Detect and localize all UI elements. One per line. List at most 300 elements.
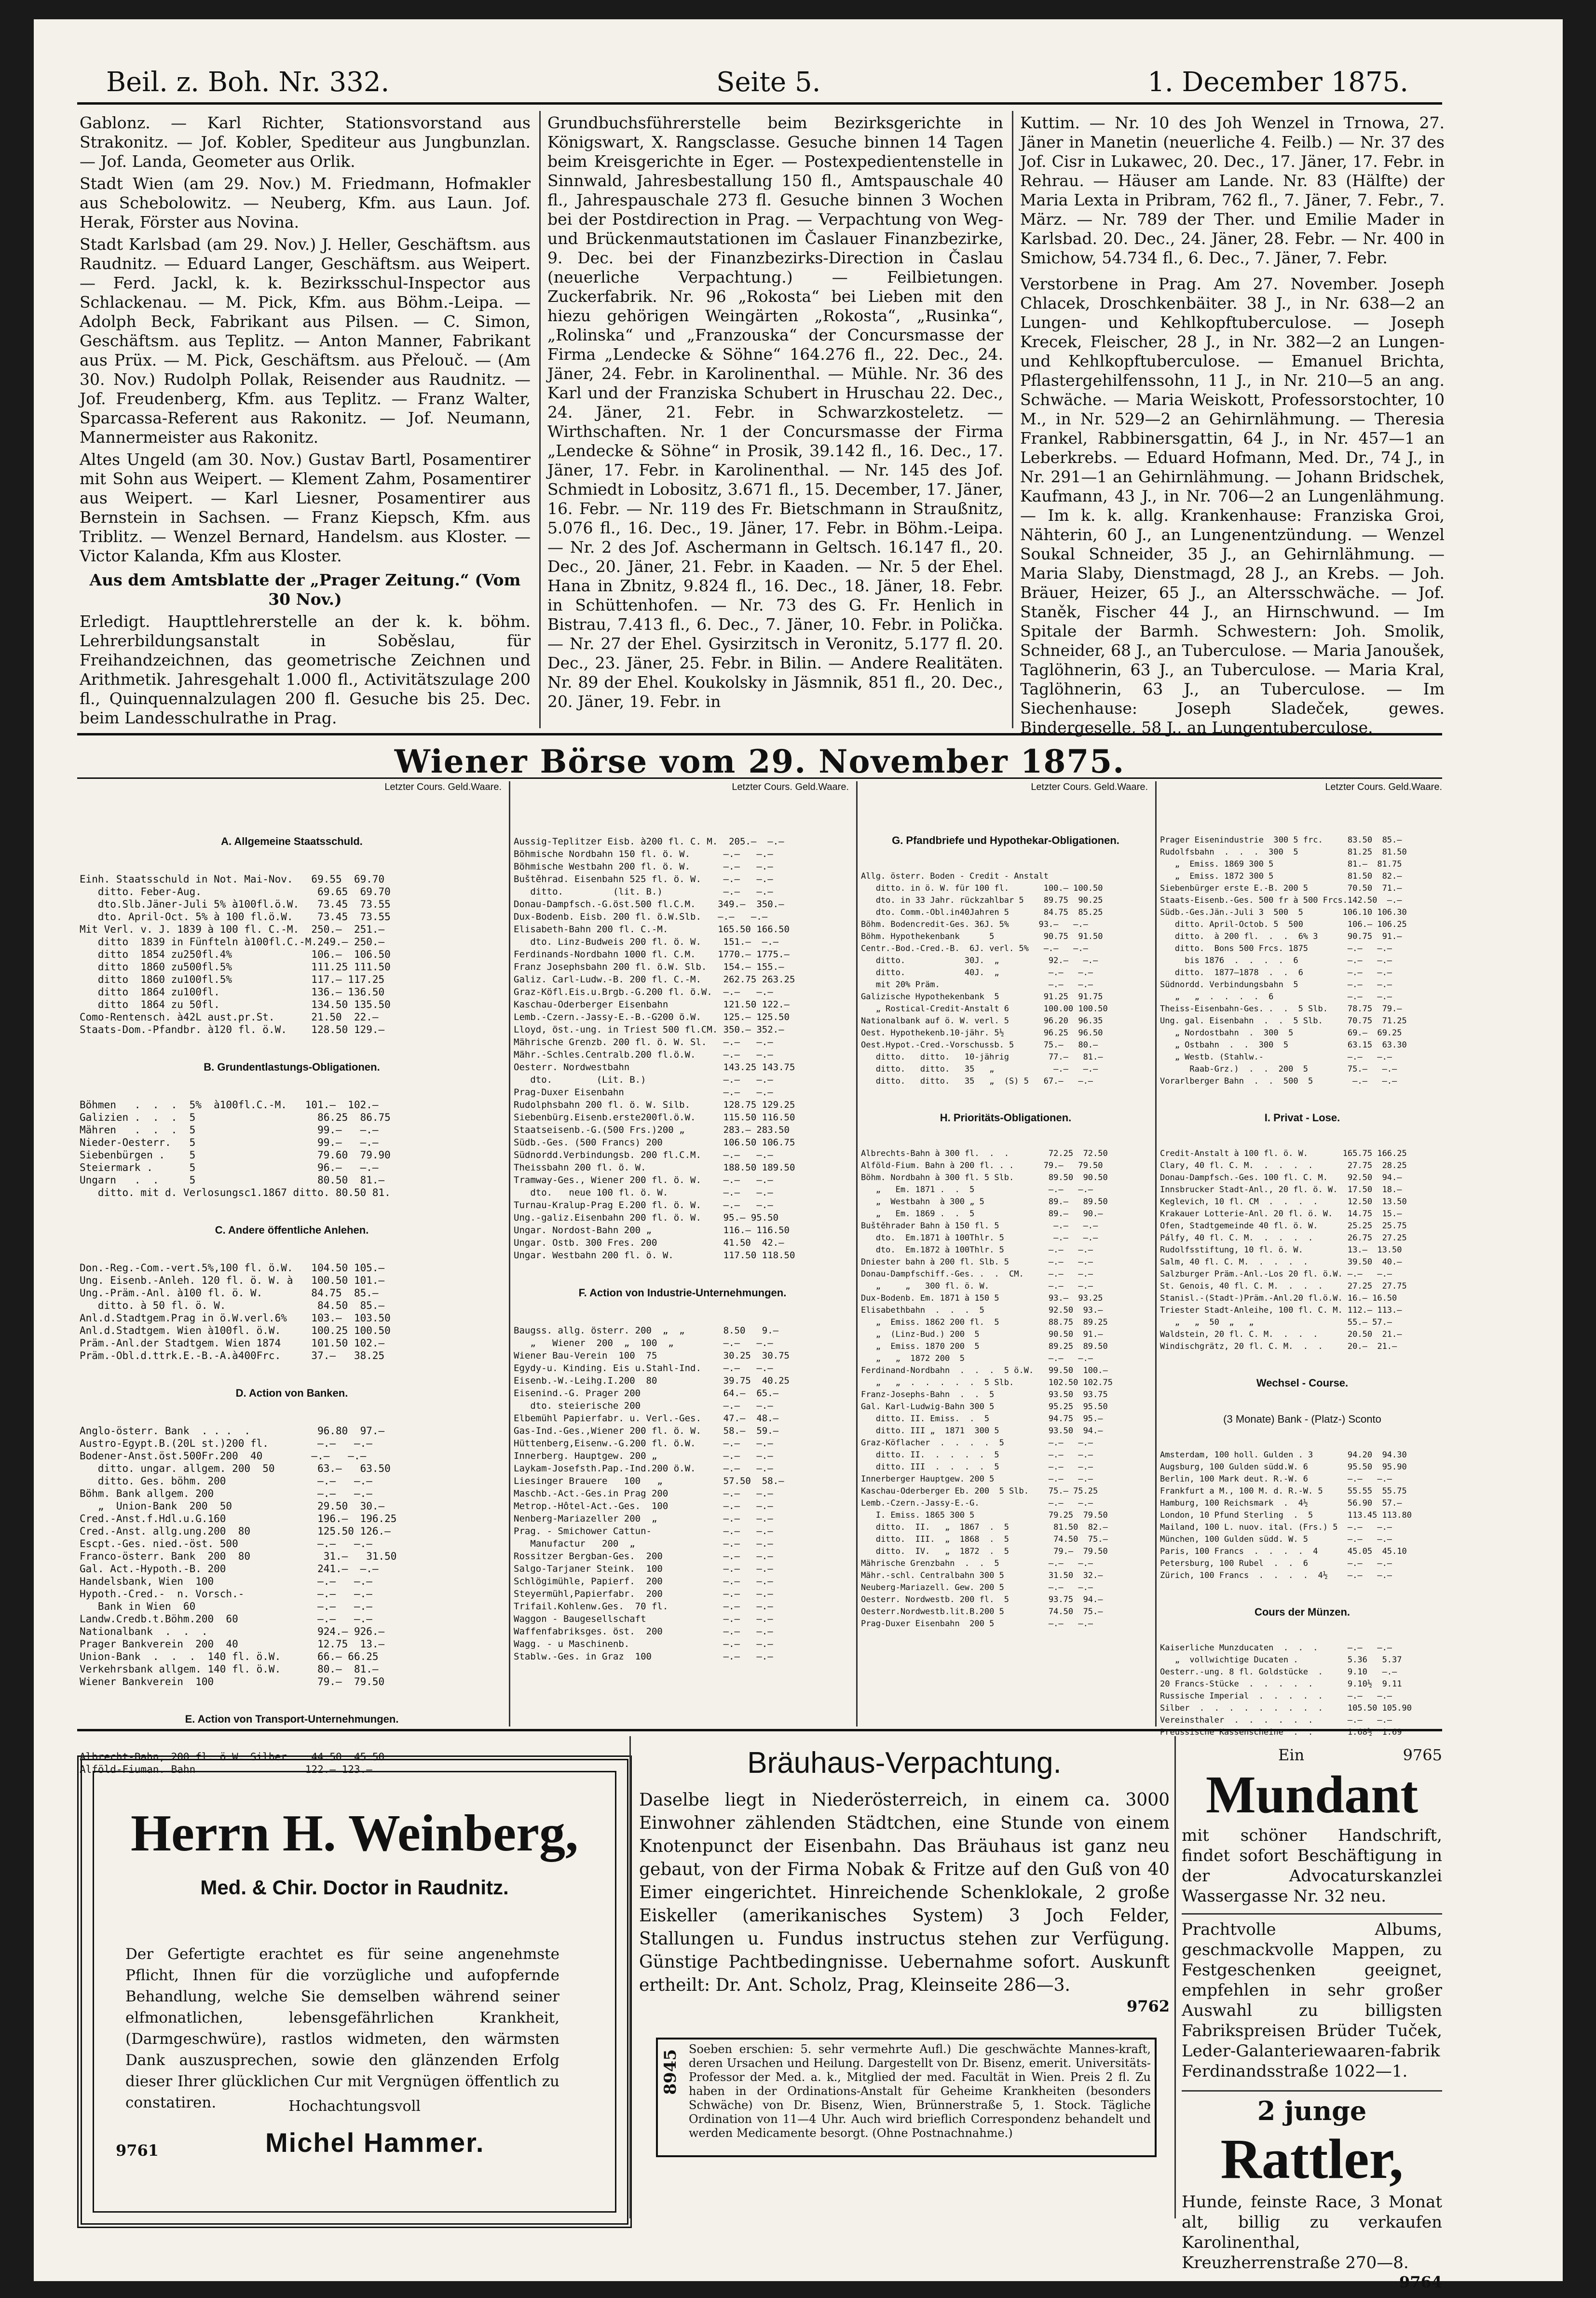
newspaper-page — [34, 19, 1563, 2291]
column-1 — [80, 113, 531, 726]
boerse-row: Südnordd.Verbindungsb. 200 fl.C.M. —.— —.— — [514, 1150, 773, 1160]
boerse-row: Eisenb.-W.-Leihg.I.200 80 39.75 40.25 — [514, 1375, 790, 1386]
boerse-row: Hypoth.-Cred.- n. Vorsch.- —.— —.— — [80, 1588, 372, 1600]
boerse-row: „ Wiener 200 „ 100 „ —.— —.— — [514, 1338, 773, 1348]
boerse-row: Austro-Egypt.B.(20L st.)200 fl. —.— —.— — [80, 1438, 372, 1449]
boerse-row: Union-Bank . . . 140 fl. ö.W. 66.— 66.25 — [80, 1651, 379, 1662]
boerse-section: F. Action von Industrie-Unternehmungen. — [578, 1287, 787, 1299]
boerse-row: „ „ 1872 200 5 —.— —.— — [861, 1354, 1093, 1363]
boerse-row: Don.-Reg.-Com.-vert.5%,100 fl. ö.W. 104.50 105.— — [80, 1262, 385, 1274]
boerse-row: Franz Josephsbahn 200 fl. ö.W. Slb. 154.— 155.— — [514, 962, 784, 972]
boerse-rows — [861, 870, 1150, 1088]
boerse-row: Böhmische Westbahn 200 fl. ö. W. —.— —.— — [514, 861, 773, 872]
boerse-row: mit 20% Präm. —.— —.— — [861, 980, 1093, 990]
boerse-row: Stanisl.-(Stadt-)Präm.-Anl.20 fl.ö.W. 16.— 16.50 — [1160, 1293, 1397, 1303]
boerse-row: Cred.-Anst.f.Hdl.u.G.160 196.— 196.25 — [80, 1513, 397, 1524]
ad-weinberg-subtitle: Med. & Chir. Doctor in Raudnitz. — [200, 1876, 509, 1899]
boerse-row: Preussische Kassenscheine . . 1.68½ 1.69 — [1160, 1727, 1402, 1737]
boerse-row: dto. in 33 Jahr. rückzahlbar 5 89.75 90.25 — [861, 896, 1103, 905]
boerse-row: Staats-Dom.-Pfandbr. à120 fl. ö.W. 128.50 129.— — [80, 1024, 385, 1035]
boerse-rows — [80, 873, 504, 1036]
boerse-row: Como-Rentensch. à42L aust.pr.St. 21.50 22.— — [80, 1011, 379, 1023]
boerse-row: Nationalbank auf ö. W. verl. 5 96.20 96.35 — [861, 1016, 1103, 1026]
boerse-row: Cred.-Anst. allg.ung.200 80 125.50 126.— — [80, 1525, 391, 1537]
boerse-row: Centr.-Bod.-Cred.-B. 6J. verl. 5% —.— —.— — [861, 944, 1088, 953]
boerse-row: Ferdinands-Nordbahn 1000 fl. C.M. 1770.— 1775.— — [514, 949, 790, 960]
column-divider — [539, 111, 541, 728]
boerse-row: ditto. IV. „ 1872 . 5 79.— 79.50 — [861, 1547, 1108, 1556]
boerse-row: Windischgrätz, 20 fl. C. M. . . 20.— 21.— — [1160, 1342, 1397, 1351]
boerse-row: Ung. Eisenb.-Anleh. 120 fl. ö. W. à 100.50 101.— — [80, 1275, 385, 1286]
boerse-row: Augsburg, 100 Gulden südd.W. 6 95.50 95.90 — [1160, 1462, 1407, 1472]
boerse-row: Bank in Wien 60 —.— —.— — [80, 1601, 372, 1612]
boerse-row: ditto 1860 zu500fl.5% 111.25 111.50 — [80, 961, 391, 973]
boerse-rows — [1160, 1148, 1445, 1353]
column-divider — [1174, 1736, 1176, 2218]
boerse-row: Mährische Grenzbahn . . 5 —.— —.— — [861, 1559, 1093, 1568]
boerse-row: „ Emiss. 1870 200 5 89.25 89.50 — [861, 1342, 1108, 1351]
section-rule — [77, 733, 1442, 735]
ad-number: 9761 — [116, 2141, 159, 2160]
boerse-section: G. Pfandbriefe und Hypothekar-Obligationen. — [892, 834, 1119, 846]
boerse-row: Wiener Bankverein 100 79.— 79.50 — [80, 1676, 385, 1687]
boerse-row: ditto. (lit. B.) —.— —.— — [514, 886, 773, 897]
boerse-row: Oesterr. Nordwestb. 200 fl. 5 93.75 94.— — [861, 1595, 1103, 1605]
boerse-row: Steyermühl,Papierfabr. 200 —.— —.— — [514, 1589, 773, 1599]
boerse-row: ditto. 30J. „ 92.— —.— — [861, 956, 1098, 965]
boerse-row: Krakauer Lotterie-Anl. 20 fl. ö. W. 14.75 15.— — [1160, 1209, 1402, 1219]
boerse-row: Waggon - Baugesellschaft —.— —.— — [514, 1614, 773, 1624]
boerse-row: „ „ . . . . 6 —.— —.— — [1160, 992, 1392, 1002]
boerse-row: Innerberger Hauptgew. 200 5 —.— —.— — [861, 1474, 1093, 1484]
boerse-row: Metrop.-Hôtel-Act.-Ges. 100 —.— —.— — [514, 1501, 773, 1511]
boerse-row: ditto 1854 zu250fl.4% 106.— 106.50 — [80, 949, 391, 960]
boerse-row: Hüttenberg,Eisenw.-G.200 fl. ö.W. —.— —.— — [514, 1438, 773, 1449]
boerse-row: Gal. Karl-Ludwig-Bahn 300 5 95.25 95.50 — [861, 1402, 1108, 1412]
boerse-row: Lemb.-Czern.-Jassy-E.-G. —.— —.— — [861, 1498, 1093, 1508]
boerse-section: A. Allgemeine Staatsschuld. — [221, 835, 363, 847]
boerse-rows — [1160, 834, 1445, 1088]
boerse-rows — [514, 835, 851, 1262]
boerse-row: Nenberg-Mariazeller 200 „ —.— —.— — [514, 1513, 773, 1524]
ad-small-body: Soeben erschien: 5. sehr vermehrte Aufl.) Die geschwächte Mannes-kraft, deren Ursachen und Heilung. Dargestellt von Dr. Bisenz, emerit. Universitäts-Professor der Med. a. k., Mitglied der med. Facultät in Wien. Preis 2 fl. Zu haben in der Ordinations-Anstalt für Geheime Krankheiten (besonders Schwäche) von Dr. Bisenz, Wien, Brünnerstraße 5, 1. Stock. Tägliche Ordination von 11—4 Uhr. Auch wird brieflich Correspondenz behandelt und werden Medicamente besorgt. (Ohne Postnachnahme.) — [689, 2042, 1151, 2140]
boerse-row: „ Nordostbahn . 300 5 69.— 69.25 — [1160, 1028, 1402, 1038]
boerse-row: Steiermark . 5 96.— —.— — [80, 1162, 379, 1173]
boerse-row: Anl.d.Stadtgem.Prag in ö.W.verl.6% 103.— 103.50 — [80, 1312, 391, 1324]
boerse-row: Böhm. Nordbahn à 300 fl. 5 Slb. 89.50 90.50 — [861, 1173, 1108, 1183]
boerse-row: Rudolfsstiftung, 10 fl. ö. W. 13.— 13.50 — [1160, 1245, 1402, 1255]
boerse-row: Elbemühl Papierfabr. u. Verl.-Ges. 47.— 48.— — [514, 1413, 779, 1424]
ad-mundant — [1182, 1746, 1442, 2291]
boerse-row: Siebenbürger erste E.-B. 200 5 70.50 71.— — [1160, 884, 1402, 893]
boerse-row: Berlin, 100 Mark deut. R.-W. 6 —.— —.— — [1160, 1474, 1392, 1484]
boerse-row: Amsterdam, 100 holl. Gulden . 3 94.20 94.30 — [1160, 1450, 1407, 1460]
col-head: Letzter Cours. Geld.Waare. — [1325, 782, 1442, 792]
boerse-row: Franz-Josephs-Bahn . . 5 93.50 93.75 — [861, 1390, 1108, 1400]
boerse-row: Paris, 100 Francs . . . . 4 45.05 45.10 — [1160, 1547, 1407, 1556]
boerse-row: ditto. II. „ 1867 . 5 81.50 82.— — [861, 1523, 1108, 1532]
boerse-row: Hamburg, 100 Reichsmark . 4½ 56.90 57.— — [1160, 1498, 1402, 1508]
boerse-row: dto. Linz-Budweis 200 fl. ö. W. 151.— —.— — [514, 937, 779, 947]
boerse-row: Lemb.-Czern.-Jassy-E.-B.-G200 ö.W. 125.— 125.50 — [514, 1012, 790, 1022]
boerse-row: Manufactur 200 „ —.— —.— — [514, 1538, 773, 1549]
boerse-rows — [861, 1148, 1150, 1630]
boerse-row: München, 100 Gulden südd. W. 5 —.— —.— — [1160, 1535, 1392, 1544]
boerse-row: Petersburg, 100 Rubel . . 6 —.— —.— — [1160, 1559, 1392, 1568]
boerse-row: Buštěhrad. Eisenbahn 525 fl. ö. W. —.— —.— — [514, 874, 773, 884]
boerse-row: Oest. Hypothekenb.10-jähr. 5½ 96.25 96.50 — [861, 1028, 1103, 1038]
boerse-section: I. Privat - Lose. — [1264, 1112, 1340, 1124]
boerse-row: Staatseisenb.-G.(500 Frs.)200 „ 283.— 283.50 — [514, 1125, 790, 1135]
boerse-row: Theiss-Eisenbahn-Ges. . . 5 Slb. 78.75 79.— — [1160, 1004, 1402, 1014]
boerse-row: Keglevich, 10 fl. CM . . . . 12.50 13.50 — [1160, 1197, 1407, 1207]
boerse-row: Innerberg. Hauptgew. 200 „ —.— —.— — [514, 1451, 773, 1461]
boerse-row: Aussig-Teplitzer Eisb. à200 fl. C. M. 205.— —.— — [514, 836, 784, 847]
boerse-row: „ vollwichtige Ducaten . 5.36 5.37 — [1160, 1655, 1402, 1665]
boerse-row: Präm.-Obl.d.ttrk.E.-B.-A.à400Frc. 37.— 38.25 — [80, 1350, 385, 1361]
boerse-rows — [1160, 1449, 1445, 1582]
boerse-row: Alföld-Fium. Bahn à 200 fl. . . 79.— 79.50 — [861, 1161, 1103, 1170]
ad-number: 8945 — [661, 2049, 680, 2095]
ad-number: 9764 — [1399, 2273, 1442, 2291]
column-3 — [1020, 113, 1445, 737]
boerse-row: Einh. Staatsschuld in Not. Mai-Nov. 69.55 69.70 — [80, 873, 385, 885]
boerse-row: ditto 1864 zu100fl. 136.— 136.50 — [80, 986, 385, 998]
boerse-row: Kaschau-Oderberger Eisenbahn 121.50 122.— — [514, 999, 790, 1010]
boerse-row: Escpt.-Ges. nied.-öst. 500 —.— —.— — [80, 1538, 372, 1550]
boerse-row: Theissbahn 200 fl. ö. W. 188.50 189.50 — [514, 1162, 795, 1173]
boerse-row: ditto. Ges. böhm. 200 —.— —.— — [80, 1475, 372, 1487]
boerse-row: „ „ . . . . . 5 Slb. 102.50 102.75 — [861, 1378, 1113, 1387]
page-header — [106, 65, 1408, 99]
boerse-row: Kaschau-Oderberger Eb. 200 5 Slb. 75.— 75.25 — [861, 1486, 1098, 1496]
boerse-rows — [514, 1324, 851, 1663]
boerse-row: Nieder-Oesterr. 5 99.— —.— — [80, 1137, 379, 1148]
boerse-row: Mailand, 100 L. nuov. ital. (Frs.) 5 —.— —.— — [1160, 1523, 1392, 1532]
ad-weinberg-body: Der Gefertigte erachtet es für seine angenehmste Pflicht, Ihnen für die vorzügliche und aufopfernde Behandlung, welche Sie demselben während seiner elfmonatlichen, lebensgefährlichen Krankheit, (Darmgeschwüre), rastlos widmeten, den wärmsten Dank auszusprechen, sowie den glänzenden Erfolg dieser Ihrer glücklichen Cur mit Vergnügen öffentlich zu constatiren. — [125, 1945, 559, 2111]
boerse-row: Allg. österr. Boden - Credit - Anstalt — [861, 871, 1049, 881]
boerse-section: C. Andere öffentliche Anlehen. — [215, 1224, 369, 1236]
boerse-row: Südnordd. Verbindungsbahn 5 —.— —.— — [1160, 980, 1392, 990]
boerse-section: E. Action von Transport-Unternehmungen. — [185, 1713, 399, 1725]
boerse-row: Kaiserliche Munzducaten . . . —.— —.— — [1160, 1643, 1392, 1653]
boerse-row: Handelsbank, Wien 100 —.— —.— — [80, 1576, 372, 1587]
boerse-row: Südb.-Ges. (500 Francs) 200 106.50 106.75 — [514, 1137, 795, 1148]
boerse-row: ditto. III. „ 1868 . 5 74.50 75.— — [861, 1535, 1108, 1544]
boerse-row: Dux-Bodenb. Em. 1871 à 150 5 93.— 93.25 — [861, 1293, 1103, 1303]
boerse-row: Albrecht-Bahn, 200 fl. ö.W. Silber 44.50 45.50 — [80, 1751, 385, 1763]
ad-lead: Ein — [1278, 1746, 1305, 1764]
ad-number: 9765 — [1403, 1746, 1442, 1764]
boerse-row: Donau-Dampfschiff.-Ges. . . CM. —.— —.— — [861, 1269, 1093, 1279]
boerse-row: Donau-Dampfsch.-G.öst.500 fl.C.M. 349.— 350.— — [514, 899, 784, 910]
boerse-row: Tramway-Ges., Wiener 200 fl. ö. W. —.— —.— — [514, 1175, 773, 1185]
boerse-row: ditto. ditto. 10-jährig 77.— 81.— — [861, 1052, 1103, 1062]
boerse-row: „ Em. 1871 . . 5 —.— —.— — [861, 1185, 1093, 1195]
boerse-row: Credit-Anstalt à 100 fl. ö. W. 165.75 166.25 — [1160, 1149, 1407, 1158]
boerse-row: Silber . . . . . . . . . 105.50 105.90 — [1160, 1703, 1412, 1713]
boerse-row: Franco-österr. Bank 200 80 31.— 31.50 — [80, 1550, 397, 1562]
boerse-row: Mähren . . . 5 99.— —.— — [80, 1124, 379, 1136]
boerse-row: Bodener-Anst.öst.500Fr.200 40 —.— —.— — [80, 1450, 367, 1462]
boerse-row: Dux-Bodenb. Eisb. 200 fl. ö.W.Slb. —.— —.— — [514, 911, 768, 922]
boerse-row: Mit Verl. v. J. 1839 à 100 fl. C.-M. 250.— 251.— — [80, 924, 385, 935]
ad-mundant-top — [1182, 1746, 1442, 1764]
boerse-row: „ „ 300 fl. ö. W. —.— —.— — [861, 1281, 1093, 1291]
boerse-row: Russische Imperial . . . . . —.— —.— — [1160, 1691, 1392, 1701]
boerse-row: Mährische Grenzb. 200 fl. ö. W. Sl. —.— —.— — [514, 1037, 773, 1047]
boerse-row: Vorarlberger Bahn . . 500 5 —.— —.— — [1160, 1076, 1397, 1086]
boerse-row: dto. Em.1871 à 100Thlr. 5 —.— —.— — [861, 1233, 1098, 1243]
boerse-row: Turnau-Kralup-Prag E.200 fl. ö. W. —.— —.— — [514, 1200, 773, 1210]
boerse-row: ditto. ungar. allgem. 200 50 63.— 63.50 — [80, 1463, 391, 1474]
boerse-row: Präm.-Anl.der Stadtgem. Wien 1874 101.50 102.— — [80, 1337, 385, 1349]
boerse-row: ditto. mit d. Verlosungsc1.1867 ditto. 80.50 81. — [80, 1187, 391, 1198]
boerse-row: dto. April-Oct. 5% à 100 fl.ö.W. 73.45 73.55 — [80, 911, 391, 923]
ad-brauhaus — [639, 1746, 1170, 2015]
column-divider — [1155, 781, 1157, 1727]
boerse-row: Galizische Hypothekenbank 5 91.25 91.75 — [861, 992, 1103, 1002]
boerse-column-3 — [861, 810, 1150, 1722]
ad-weinberg-greeting: Hochachtungsvoll — [288, 2098, 421, 2115]
boerse-row: Böhm. Bodencredit-Ges. 36J. 5% 93.— —.— — [861, 920, 1088, 929]
boerse-row: Rudolfsbahn . . . 300 5 81.25 81.50 — [1160, 847, 1407, 857]
boerse-row: Landw.Credb.t.Böhm.200 60 —.— —.— — [80, 1613, 372, 1625]
ad-albums-body: Prachtvolle Albums, geschmackvolle Mappen, zu Festgeschenken geeignet, empfehlen in sehr großer Auswahl zu billigsten Fabrikspreisen Brüder Tuček, Leder-Galanteriewaaren-fabrik Ferdinandsstraße 1022—1. — [1182, 1913, 1442, 2081]
boerse-row: Rudolphsbahn 200 fl. ö. W. Silb. 128.75 129.25 — [514, 1100, 795, 1110]
boerse-row: ditto. à 200 fl. . . 6% 3 90.75 91.— — [1160, 932, 1402, 941]
boerse-row: ditto 1860 zu100fl.5% 117.— 117.25 — [80, 974, 385, 985]
boerse-row: Donau-Dampfsch.-Ges. 100 fl. C. M. 92.50 94.— — [1160, 1173, 1402, 1183]
boerse-row: „ (Linz-Bud.) 200 5 90.50 91.— — [861, 1330, 1103, 1339]
boerse-row: Clary, 40 fl. C. M. . . . . 27.75 28.25 — [1160, 1161, 1407, 1170]
col-head: Letzter Cours. Geld.Waare. — [732, 782, 849, 792]
boerse-section: Wechsel - Course. — [1256, 1377, 1349, 1389]
boerse-row: Rossitzer Bergban-Ges. 200 —.— —.— — [514, 1551, 773, 1562]
boerse-rows — [80, 1262, 504, 1362]
boerse-row: Ofen, Stadtgemeinde 40 fl. ö. W. 25.25 25.75 — [1160, 1221, 1407, 1231]
boerse-row: Elisabethbahn . . . 5 92.50 93.— — [861, 1305, 1103, 1315]
boerse-row: Ferdinand-Nordbahn . . . 5 ö.W. 99.50 100.— — [861, 1366, 1108, 1375]
section-rule — [77, 777, 1442, 779]
boerse-row: Trifail.Kohlenw.Ges. 70 fl. —.— —.— — [514, 1601, 773, 1612]
boerse-row: „ „ 50 „ „ 55.— 57.— — [1160, 1318, 1392, 1327]
ad-weinberg — [77, 1755, 632, 2228]
boerse-row: Prag-Duxer Eisenbahn 200 5 —.— —.— — [861, 1619, 1093, 1629]
col1-para: Erledigt. Haupttlehrerstelle an der k. k. böhm. Lehrerbildungsanstalt in Soběslau, für Freihandzeichnen, das geometrische Zeichnen und Arithmetik. Jahresgehalt 1.000 fl., Activitätszulage 200 fl., Quinquennalzulagen 200 fl. Gesuche bis 25. Dec. beim Landesschulrathe in Prag. — [80, 612, 531, 727]
boerse-column-2 — [514, 810, 851, 1722]
boerse-row: Frankfurt a M., 100 M. d. R.-W. 5 55.55 55.75 — [1160, 1486, 1407, 1496]
boerse-row: Siebenbürgen . 5 79.60 79.90 — [80, 1149, 391, 1161]
boerse-row: ditto. II. Emiss. . 5 94.75 95.— — [861, 1414, 1103, 1424]
ad-number: 9762 — [1126, 1997, 1170, 2015]
col-head: Letzter Cours. Geld.Waare. — [384, 782, 502, 792]
boerse-row: Maschb.-Act.-Ges.in Prag 200 —.— —.— — [514, 1488, 773, 1499]
boerse-row: ditto 1864 zu 50fl. 134.50 135.50 — [80, 999, 391, 1010]
col1-section-heading: Aus dem Amtsblatte der „Prager Zeitung.“ (Vom 30 Nov.) — [89, 571, 521, 609]
column-divider — [856, 781, 858, 1727]
boerse-row: ditto. 1877—1878 . . 6 —.— —.— — [1160, 968, 1392, 978]
boerse-row: Siebenbürg.Eisenb.erste200fl.ö.W. 115.50 116.50 — [514, 1112, 795, 1123]
boerse-row: Graz-Köfl.Eis.u.Brgb.-G.200 fl. ö.W. —.— —.— — [514, 987, 773, 997]
boerse-row: ditto. Feber-Aug. 69.65 69.70 — [80, 886, 391, 897]
boerse-row: Laykam-Josefsth.Pap.-Ind.200 ö.W. —.— —.— — [514, 1463, 773, 1474]
boerse-row: Liesinger Brauere 100 „ 57.50 58.— — [514, 1476, 784, 1486]
boerse-row: Ungar. Westbahn 200 fl. ö. W. 117.50 118.50 — [514, 1250, 795, 1261]
col2-para: Grundbuchsführerstelle beim Bezirksgerichte in Königswart, X. Rangsclasse. Gesuche binnen 14 Tagen beim Kreisgerichte in Eger. — Postexpedientenstelle in Sinnwald, Jahresbestallung 150 fl., Amtspauschale 40 fl., Jahrespauschale 273 fl. Gesuche binnen 3 Wochen bei der Postdirection in Prag. — Verpachtung von Weg- und Brückenmautstationen im Časlauer Finanzbezirke, 9. Dec. bei der Finanzbezirks-Direction in Časlau (neuerliche Verpachtung.) — Feilbietungen. Zuckerfabrik. Nr. 96 „Rokosta“ bei Lieben mit den hiezu gehörigen Weingärten „Rokosta“, „Rusinka“, „Rolinska“ und „Franzouska“ der Concursmasse der Firma „Lendecke & Söhne“ 164.276 fl., 22. Dec., 24. Jäner, 24. Febr. in Karolinenthal. — Mühle. Nr. 36 des Karl und der Franziska Schubert in Hruschau 22. Dec., 24. Jäner, 21. Febr. in Schwarzkosteletz. — Wirthschaften. Nr. 1 der Concursmasse der Firma „Lendecke & Söhne“ in Prosik, 39.142 fl., 16. Dec., 17. Jäner, 17. Febr. in Karolinenthal. — Nr. 145 des Jof. Schmiedt in Lobositz, 3.671 fl., 15. December, 17. Jäner, 16. Febr. — Nr. 119 des Fr. Bietschmann in Straußnitz, 5.076 fl., 16. Dec., 19. Jäner, 17. Febr. in Böhm.-Leipa. — Nr. 2 des Jof. Aschermann in Geltsch. 16.147 fl., 20. Dec., 20. Jäner, 21. Febr. in Kaaden. — Nr. 5 der Ehel. Hana in Zbnitz, 9.824 fl., 16. Dec., 18. Jäner, 18. Febr. in Schüttenhofen. — Nr. 73 des G. Fr. Henlich in Bistrau, 7.413 fl., 6. Dec., 7. Jäner, 10. Febr. in Polička. — Nr. 27 der Ehel. Gysirzitsch in Veronitz, 5.177 fl. 20. Dec., 23. Jäner, 25. Febr. in Bilin. — Andere Realitäten. Nr. 89 der Ehel. Koukolsky in Jäsmnik, 851 fl., 20. Dec., 20. Jäner, 19. Febr. in — [547, 113, 1003, 711]
boerse-row: Gas-Ind.-Ges.,Wiener 200 fl. ö. W. 58.— 59.— — [514, 1426, 779, 1436]
column-divider — [629, 1736, 631, 2218]
ad-small — [656, 2038, 1157, 2157]
boerse-row: Albrechts-Bahn à 300 fl. . . 72.25 72.50 — [861, 1149, 1108, 1158]
boerse-row: St. Genois, 40 fl. C. M. . . . 27.25 27.75 — [1160, 1281, 1407, 1291]
column-divider — [509, 781, 510, 1727]
boerse-row: Ung. gal. Eisenbahn . . 5 Slb. 70.75 71.25 — [1160, 1016, 1407, 1026]
ad-mundant-body: mit schöner Handschrift, findet sofort Beschäftigung in der Advocaturskanzlei Wassergasse Nr. 32 neu. — [1182, 1826, 1442, 1906]
boerse-row: Salzburger Präm.-Anl.-Los 20 fl. ö.W. —.— —.— — [1160, 1269, 1392, 1279]
boerse-section: B. Grundentlastungs-Obligationen. — [204, 1061, 380, 1073]
boerse-row: ditto. II. . . . . 5 —.— —.— — [861, 1450, 1093, 1460]
boerse-row: Oesterr.Nordwestb.lit.B.200 5 74.50 75.— — [861, 1607, 1103, 1617]
boerse-row: dto.Slb.Jäner-Juli 5% à100fl.ö.W. 73.45 73.55 — [80, 898, 391, 910]
ad-brauhaus-body: Daselbe liegt in Niederösterreich, in einem ca. 3000 Einwohner zählenden Städtchen, eine Stunde von einem Knotenpunct der Eisenbahn. Das Bräuhaus ist ganz neu gebaut, von der Firma Nobak & Fritze auf den Guß von 40 Eimer eingerichtet. Hinreichende Schenklokale, 2 große Eiskeller (amerikanisches System) 3 Joch Felder, Stallungen u. Fundus instructus stehen zur Verfügung. Günstige Pachtbedingnisse. Uebernahme sofort. Auskunft ertheilt: Dr. Ant. Scholz, Prag, Kleinseite 286—3. — [639, 1790, 1170, 1995]
boerse-column-1 — [80, 810, 504, 1775]
header-page: Seite 5. — [716, 66, 821, 98]
boerse-row: Prag-Duxer Eisenbahn —.— —.— — [514, 1087, 773, 1098]
boerse-row: Prag. - Smichower Cattun- —.— —.— — [514, 1526, 773, 1537]
boerse-row: Schlögimühle, Papierf. 200 —.— —.— — [514, 1576, 773, 1587]
boerse-row: Neuberg-Mariazell. Gew. 200 5 —.— —.— — [861, 1583, 1093, 1592]
boerse-row: dto. (Lit. B.) —.— —.— — [514, 1074, 773, 1085]
boerse-row: Böhmische Nordbahn 150 fl. ö. W. —.— —.— — [514, 849, 773, 859]
boerse-row: Verkehrsbank allgem. 140 fl. ö.W. 80.— 81.— — [80, 1663, 379, 1675]
col1-para: Gablonz. — Karl Richter, Stationsvorstand aus Strakonitz. — Jof. Kobler, Spediteur aus Jungbunzlan. — Jof. Landa, Geometer aus Orlik. — [80, 113, 531, 171]
boerse-row: dto. neue 100 fl. ö. W. —.— —.— — [514, 1187, 773, 1198]
boerse-row: Wiener Bau-Verein 100 75 30.25 30.75 — [514, 1350, 790, 1361]
header-rule — [77, 102, 1442, 105]
boerse-row: Ungarn . . 5 80.50 81.— — [80, 1174, 385, 1186]
col1-para: Stadt Wien (am 29. Nov.) M. Friedmann, Hofmakler aus Schebolowitz. — Neuberg, Kfm. aus Laun. Jof. Herak, Förster aus Novina. — [80, 174, 531, 231]
boerse-row: ditto. III . . . . 5 —.— —.— — [861, 1462, 1093, 1472]
boerse-row: dto. Comm.-Obl.in40Jahren 5 84.75 85.25 — [861, 908, 1103, 917]
boerse-row: Pálfy, 40 fl. C. M. . . . . 26.75 27.25 — [1160, 1233, 1407, 1243]
boerse-row: „ Rostical-Credit-Anstalt 6 100.00 100.50 — [861, 1004, 1108, 1014]
boerse-row: Gal. Act.-Hypoth.-B. 200 241.— —.— — [80, 1563, 379, 1575]
boerse-row: bis 1876 . . . . 6 —.— —.— — [1160, 956, 1392, 965]
boerse-subsection: (3 Monate) Bank - (Platz-) Sconto — [1223, 1413, 1381, 1425]
boerse-row: ditto. ditto. 35 „ (S) 5 67.— —.— — [861, 1076, 1093, 1086]
header-issue: Beil. z. Boh. Nr. 332. — [106, 66, 390, 98]
boerse-row: Waffenfabriksges. öst. 200 —.— —.— — [514, 1626, 773, 1637]
boerse-row: I. Emiss. 1865 300 5 79.25 79.50 — [861, 1510, 1108, 1520]
boerse-row: Stablw.-Ges. in Graz 100 —.— —.— — [514, 1651, 773, 1662]
boerse-row: ditto 1839 in Fünfteln à100fl.C.-M.249.— 250.— — [80, 936, 385, 948]
boerse-row: „ Emiss. 1862 200 fl. 5 88.75 89.25 — [861, 1318, 1108, 1327]
boerse-row: Salm, 40 fl. C. M. . . . . 39.50 40.— — [1160, 1257, 1402, 1267]
ad-lead: 2 junge — [1182, 2090, 1442, 2126]
boerse-row: Graz-Köflacher . . . . 5 —.— —.— — [861, 1438, 1093, 1448]
boerse-title: Wiener Börse vom 29. November 1875. — [394, 743, 1125, 780]
boerse-row: ditto. ditto. 35 „ —.— —.— — [861, 1064, 1098, 1074]
boerse-row: Salgo-Tarjaner Steink. 100 —.— —.— — [514, 1564, 773, 1574]
boerse-row: ditto. à 50 fl. ö. W. 84.50 85.— — [80, 1300, 385, 1311]
boerse-row: „ Westbahn à 300 „ 5 89.— 89.50 — [861, 1197, 1108, 1207]
boerse-row: Lloyd, öst.-ung. in Triest 500 fl.CM. 350.— 352.— — [514, 1024, 784, 1035]
boerse-row: Anglo-österr. Bank . . . . 96.80 97.— — [80, 1425, 385, 1437]
boerse-row: Nationalbank . . . 924.— 926.— — [80, 1626, 385, 1637]
boerse-row: Baugss. allg. österr. 200 „ „ 8.50 9.— — [514, 1325, 779, 1336]
boerse-row: Böhm. Bank allgem. 200 —.— —.— — [80, 1488, 372, 1499]
boerse-rows — [1160, 1642, 1445, 1739]
boerse-row: „ Union-Bank 200 50 29.50 30.— — [80, 1500, 385, 1512]
boerse-rows — [80, 1099, 504, 1199]
boerse-row: Ungar. Ostb. 300 Fres. 200 41.50 42.— — [514, 1237, 784, 1248]
boerse-column-4 — [1160, 810, 1445, 1737]
ad-rattler-body: Hunde, feinste Race, 3 Monat alt, billig zu verkaufen Karolinenthal, Kreuzherrenstraße 270—8. — [1182, 2192, 1442, 2272]
boerse-row: Waldstein, 20 fl. C. M. . . . 20.50 21.— — [1160, 1330, 1402, 1339]
boerse-row: Ung.-galiz.Eisenbahn 200 fl. ö. W. 95.— 95.50 — [514, 1212, 779, 1223]
boerse-row: Alföld-Fiuman. Bahn 122.— 123.— — [80, 1764, 372, 1775]
boerse-row: ditto. April-Octob. 5 500 106.— 106.25 — [1160, 920, 1407, 929]
boerse-section: H. Prioritäts-Obligationen. — [940, 1112, 1072, 1124]
ad-rattler-title: Rattler, — [1220, 2127, 1404, 2190]
boerse-row: Prager Bankverein 200 40 12.75 13.— — [80, 1638, 385, 1650]
boerse-row: dto. steierische 200 —.— —.— — [514, 1401, 773, 1411]
column-divider — [1012, 111, 1013, 728]
boerse-row: 20 Francs-Stücke . . . . . 9.10½ 9.11 — [1160, 1679, 1402, 1689]
section-rule — [77, 1729, 1442, 1731]
boerse-row: ditto. Bons 500 Frcs. 1875 —.— —.— — [1160, 944, 1392, 953]
boerse-row: „ Westb. (Stahlw.- —.— —.— — [1160, 1052, 1392, 1062]
boerse-section: D. Action von Banken. — [235, 1387, 348, 1399]
ad-brauhaus-title: Bräuhaus-Verpachtung. — [747, 1746, 1062, 1780]
boerse-row: Elisabeth-Bahn 200 fl. C.-M. 165.50 166.50 — [514, 924, 790, 935]
ad-weinberg-signature: Michel Hammer. — [265, 2127, 485, 2158]
col1-para: Stadt Karlsbad (am 29. Nov.) J. Heller, Geschäftsm. aus Raudnitz. — Eduard Langer, Geschäftsm. aus Weipert. — Ferd. Jackl, k. k. Bezirksschul-Inspector aus Schlackenau. — M. Pick, Kfm. aus Böhm.-Leipa. — Adolph Beck, Fabrikant aus Pilsen. — C. Simon, Geschäftsm. aus Teplitz. — Anton Manner, Fabrikant aus Prüx. — M. Pick, Geschäftsm. aus Přelouč. — (Am 30. Nov.) Rudolph Pollak, Reisender aus Raudnitz. — Jof. Freudenberg, Kfm. aus Teplitz. — Franz Walter, Sparcassa-Referent aus Rakonitz. — Jof. Neumann, Mannermeister aus Rakonitz. — [80, 235, 531, 447]
boerse-row: Oest.Hypot.-Cred.-Vorschussb. 5 75.— 80.— — [861, 1040, 1098, 1050]
boerse-row: Dniester bahn à 200 fl. Slb. 5 —.— —.— — [861, 1257, 1093, 1267]
boerse-row: Eisenind.-G. Prager 200 64.— 65.— — [514, 1388, 779, 1399]
boerse-row: Mähr.-schl. Centralbahn 300 5 31.50 32.— — [861, 1571, 1103, 1580]
boerse-row: Böhmen . . . 5% à100fl.C.-M. 101.— 102.— — [80, 1099, 379, 1111]
boerse-row: ditto. in ö. W. für 100 fl. 100.— 100.50 — [861, 884, 1103, 893]
col-head: Letzter Cours. Geld.Waare. — [1031, 782, 1148, 792]
boerse-row: Egydy-u. Kinding. Eis u.Stahl-Ind. —.— —.— — [514, 1363, 773, 1373]
boerse-row: Staats-Eisenb.-Ges. 500 fr à 500 Frcs.142.50 —.— — [1160, 896, 1402, 905]
boerse-row: Ung.-Präm.-Anl. à100 fl. ö. W. 84.75 85.— — [80, 1287, 379, 1299]
boerse-row: Innsbrucker Stadt-Anl., 20 fl. ö. W. 17.50 18.— — [1160, 1185, 1402, 1195]
col3-para: Kuttim. — Nr. 10 des Joh Wenzel in Trnowa, 27. Jäner in Manetin (neuerliche 4. Feilb.) — Nr. 37 des Jof. Cisr in Lukawec, 20. Dec., 17. Jäner, 17. Febr. in Rehrau. — Häuser am Lande. Nr. 83 (Hälfte) der Maria Lexta in Pribram, 762 fl., 7. Jäner, 7. Febr., 7. März. — Nr. 789 der Ther. und Emilie Mader in Karlsbad. 20. Dec., 24. Jäner, 28. Febr. — Nr. 400 in Smichow, 54.734 fl., 6. Dec., 7. Jäner, 7. Febr. — [1020, 113, 1445, 267]
boerse-row: Ungar. Nordost-Bahn 200 „ 116.— 116.50 — [514, 1225, 790, 1236]
boerse-row: Buštěhrader Bahn à 150 fl. 5 —.— —.— — [861, 1221, 1098, 1231]
boerse-row: ditto. 40J. „ —.— —.— — [861, 968, 1093, 978]
boerse-row: „ Ostbahn . . 300 5 63.15 63.30 — [1160, 1040, 1407, 1050]
boerse-row: Südb.-Ges.Jän.-Juli 3 500 5 106.10 106.30 — [1160, 908, 1407, 917]
boerse-row: Galizien . . . 5 86.25 86.75 — [80, 1112, 391, 1123]
boerse-row: London, 10 Pfund Sterling . 5 113.45 113.80 — [1160, 1510, 1412, 1520]
boerse-row: Oesterr.-ung. 8 fl. Goldstücke . 9.10 —.— — [1160, 1667, 1397, 1677]
boerse-row: Vereinsthaler . . . . . . —.— —.— — [1160, 1715, 1392, 1725]
boerse-row: Triester Stadt-Anleihe, 100 fl. C. M. 112.— 113.— — [1160, 1305, 1402, 1315]
boerse-section: Cours der Münzen. — [1254, 1606, 1350, 1618]
boerse-row: „ Em. 1869 . . 5 89.— 90.— — [861, 1209, 1103, 1219]
boerse-row: „ Emiss. 1872 300 5 81.50 82.— — [1160, 871, 1402, 881]
boerse-row: Anl.d.Stadtgem. Wien à100fl. ö.W. 100.25 100.50 — [80, 1325, 391, 1336]
col1-para: Altes Ungeld (am 30. Nov.) Gustav Bartl, Posamentirer mit Sohn aus Weipert. — Klement Zahm, Posamentirer aus Weipert. — Karl Liesner, Posamentirer aus Bernstein in Sachsen. — Franz Kiepsch, Kfm. aus Triblitz. — Wenzel Bernard, Handelsm. aus Kloster. — Victor Kalanda, Kfm aus Kloster. — [80, 450, 531, 565]
boerse-row: Wagg. - u Maschinenb. —.— —.— — [514, 1639, 773, 1649]
header-date: 1. December 1875. — [1147, 66, 1408, 98]
boerse-row: Mähr.-Schles.Centralb.200 fl.ö.W. —.— —.— — [514, 1049, 773, 1060]
